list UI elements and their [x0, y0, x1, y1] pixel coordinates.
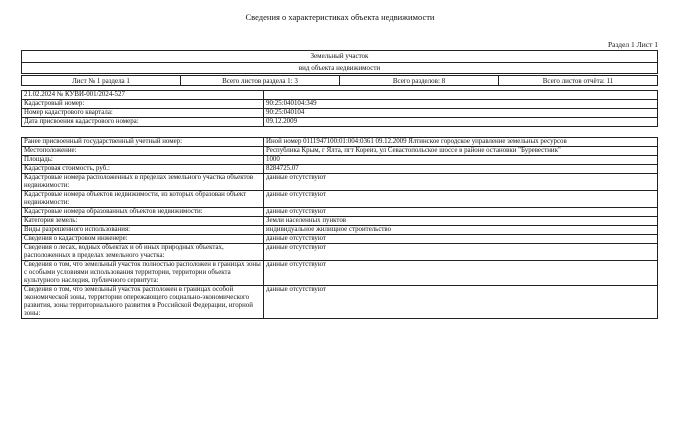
table-row [22, 138, 658, 147]
row-value: данные отсутствуют [264, 191, 658, 208]
document-title: Сведения о характеристиках объекта недвижимости [245, 12, 435, 22]
row-value [264, 91, 658, 100]
request-number: 21.02.2024 № КУВИ-001/2024-527 [22, 91, 264, 100]
row-value: Земли населенных пунктов [264, 217, 658, 226]
row-label: Сведения о кадастровом инженере: [22, 235, 264, 244]
cadastral-number: 90:25:040104:349 [264, 100, 658, 109]
identifier-table [21, 90, 658, 127]
cadastral-quarter: 90:25:040104 [264, 109, 658, 118]
row-label: Сведения о лесах, водных объектах и об иных природных объектах, расположенных в пределах земельного участка: [22, 244, 264, 261]
table-row [22, 147, 658, 156]
table-row [22, 226, 658, 235]
section-sheet-count: Всего листов раздела 1: 3 [181, 76, 340, 85]
table-row [22, 191, 658, 208]
object-type-caption: вид объекта недвижимости [298, 64, 381, 72]
row-value: данные отсутствуют [264, 261, 658, 286]
row-value: данные отсутствуют [264, 235, 658, 244]
table-row [22, 91, 658, 100]
table-row [22, 165, 658, 174]
section-count: Всего разделов: 8 [340, 76, 499, 85]
row-label: Дата присвоения кадастрового номера: [22, 118, 264, 127]
row-label: Категория земель: [22, 217, 264, 226]
row-label: Кадастровый номер: [22, 100, 264, 109]
row-value: 1000 [264, 156, 658, 165]
table-row [22, 286, 658, 319]
table-row [22, 261, 658, 286]
row-value: данные отсутствуют [264, 244, 658, 261]
sheet-info-row [21, 75, 658, 86]
row-label: Номер кадастрового квартала: [22, 109, 264, 118]
row-label: Площадь: [22, 156, 264, 165]
row-label: Кадастровые номера объектов недвижимости, из которых образован объект недвижимости: [22, 191, 264, 208]
row-label: Сведения о том, что земельный участок расположен в границах особой экономической зоны, территории опережающего социально-экономического развития, зоны территориального развития в Российской Федерации, игорной зоны: [22, 286, 264, 319]
row-value: данные отсутствуют [264, 174, 658, 191]
table-row [22, 208, 658, 217]
table-row [22, 235, 658, 244]
table-row [22, 118, 658, 127]
row-value: данные отсутствуют [264, 208, 658, 217]
table-row [22, 156, 658, 165]
object-type-header [21, 50, 658, 74]
row-value: индивидуальное жилищное строительство [264, 226, 658, 235]
sheet-reference: Раздел 1 Лист 1 [607, 40, 658, 49]
row-label: Местоположение: [22, 147, 264, 156]
row-label: Кадастровая стоимость, руб.: [22, 165, 264, 174]
table-row [22, 109, 658, 118]
table-row [22, 217, 658, 226]
row-value: Иной номер 0111947100:01:004:0361 09.12.2009 Ялтинское городское управление земельных ресурсов [264, 138, 658, 147]
row-label: Кадастровые номера образованных объектов недвижимости: [22, 208, 264, 217]
object-type: Земельный участок [22, 51, 657, 63]
row-label: Кадастровые номера расположенных в пределах земельного участка объектов недвижимости: [22, 174, 264, 191]
table-row [22, 100, 658, 109]
row-value: данные отсутствуют [264, 286, 658, 319]
row-label: Ранее присвоенный государственный учетный номер: [22, 138, 264, 147]
table-row [22, 174, 658, 191]
sheet-number: Лист № 1 раздела 1 [22, 76, 181, 85]
assignment-date: 09.12.2009 [264, 118, 658, 127]
row-value: 8284725.07 [264, 165, 658, 174]
row-label: Виды разрешенного использования: [22, 226, 264, 235]
characteristics-table [21, 137, 658, 319]
table-row [22, 244, 658, 261]
row-value: Республика Крым, г Ялта, пгт Кореиз, ул Севастопольское шоссе в районе остановки "Буревестник" [264, 147, 658, 156]
report-sheet-count: Всего листов отчёта: 11 [542, 77, 614, 85]
row-label: Сведения о том, что земельный участок полностью расположен в границах зоны с особыми условиями использования территории, территории объекта культурного наследия, публичного сервитута: [22, 261, 264, 286]
